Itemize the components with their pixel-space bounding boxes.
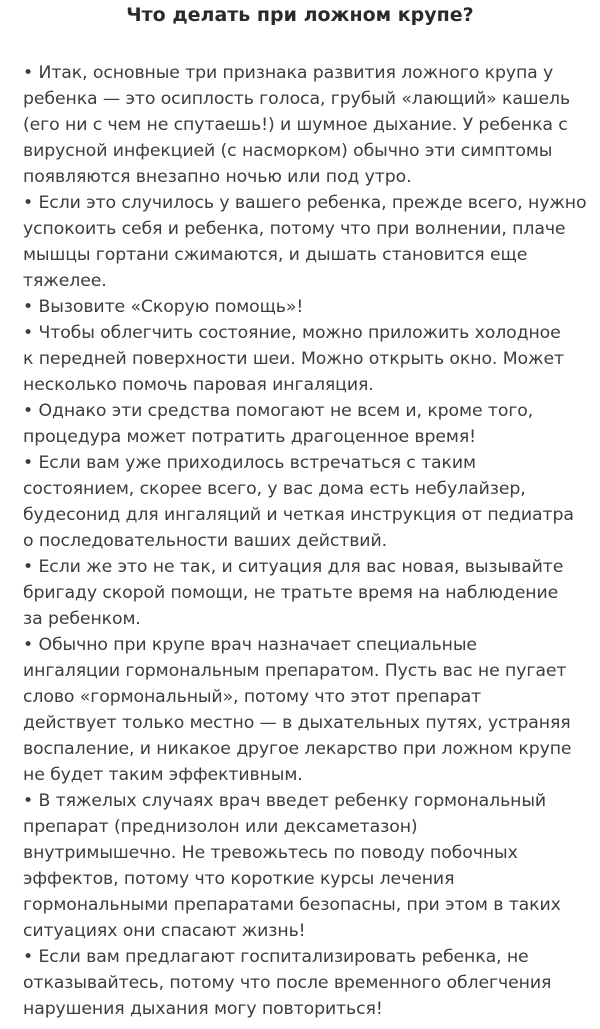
text-line: несколько помочь паровая ингаляция.	[23, 375, 374, 395]
text-line: нарушения дыхания могу повториться!	[23, 999, 383, 1019]
text-line: • Обычно при крупе врач назначает специальные	[23, 635, 477, 655]
text-line: эффектов, потому что короткие курсы лечения	[23, 869, 455, 889]
text-line: препарат (преднизолон или дексаметазон)	[23, 817, 418, 837]
text-line: ребенка — это осиплость голоса, грубый «лающий» кашель	[23, 89, 571, 109]
text-line: • Если это случилось у вашего ребенка, прежде всего, нужно	[23, 193, 587, 213]
bullet-paragraph	[23, 60, 588, 190]
article-body	[23, 60, 588, 1022]
text-line: за ребенком.	[23, 609, 141, 629]
text-line: будесонид для ингаляций и четкая инструкция от педиатра	[23, 505, 574, 525]
text-line: состоянием, скорее всего, у вас дома есть небулайзер,	[23, 479, 526, 499]
bullet-paragraph	[23, 554, 588, 632]
text-line: воспаление, и никакое другое лекарство при ложном крупе	[23, 739, 572, 759]
text-line: (его ни с чем не спутаешь!) и шумное дыхание. У ребенка с	[23, 115, 568, 135]
text-line: не будет таким эффективным.	[23, 765, 303, 785]
text-line: ингаляции гормональным препаратом. Пусть вас не пугает	[23, 661, 567, 681]
text-line: о последовательности ваших действий.	[23, 531, 387, 551]
bullet-paragraph	[23, 632, 588, 788]
text-line: • Если же это не так, и ситуация для вас новая, вызывайте	[23, 557, 564, 577]
text-line: гормональными препаратами безопасны, при этом в таких	[23, 895, 561, 915]
text-line: • В тяжелых случаях врач введет ребенку гормональный	[23, 791, 547, 811]
text-line: • Вызовите «Скорую помощь»!	[23, 297, 304, 317]
bullet-paragraph	[23, 398, 588, 450]
text-line: тяжелее.	[23, 271, 107, 291]
text-line: мышцы гортани сжимаются, и дышать становится еще	[23, 245, 528, 265]
text-line: • Однако эти средства помогают не всем и, кроме того,	[23, 401, 534, 421]
bullet-paragraph	[23, 944, 588, 1022]
text-line: бригаду скорой помощи, не тратьте время на наблюдение	[23, 583, 559, 603]
bullet-paragraph	[23, 788, 588, 944]
text-line: • Если вам предлагают госпитализировать ребенка, не	[23, 947, 529, 967]
text-line: слово «гормональный», потому что этот препарат	[23, 687, 482, 707]
text-line: появляются внезапно ночью или под утро.	[23, 167, 412, 187]
text-line: внутримышечно. Не тревожьтесь по поводу побочных	[23, 843, 518, 863]
text-line: успокоить себя и ребенка, потому что при волнении, плаче	[23, 219, 566, 239]
bullet-paragraph	[23, 294, 588, 320]
page-title: Что делать при ложном крупе?	[126, 4, 474, 26]
text-line: ситуациях они спасают жизнь!	[23, 921, 306, 941]
text-line: • Если вам уже приходилось встречаться с таким	[23, 453, 476, 473]
text-line: отказывайтесь, потому что после временного облегчения	[23, 973, 552, 993]
text-line: действует только местно — в дыхательных путях, устраняя	[23, 713, 571, 733]
text-line: • Итак, основные три признака развития ложного крупа у	[23, 63, 554, 83]
bullet-paragraph	[23, 320, 588, 398]
text-line: • Чтобы облегчить состояние, можно приложить холодное	[23, 323, 561, 343]
bullet-paragraph	[23, 450, 588, 554]
text-line: к передней поверхности шеи. Можно открыть окно. Может	[23, 349, 564, 369]
bullet-paragraph	[23, 190, 588, 294]
text-line: вирусной инфекцией (с насморком) обычно эти симптомы	[23, 141, 553, 161]
text-line: процедура может потратить драгоценное время!	[23, 427, 476, 447]
